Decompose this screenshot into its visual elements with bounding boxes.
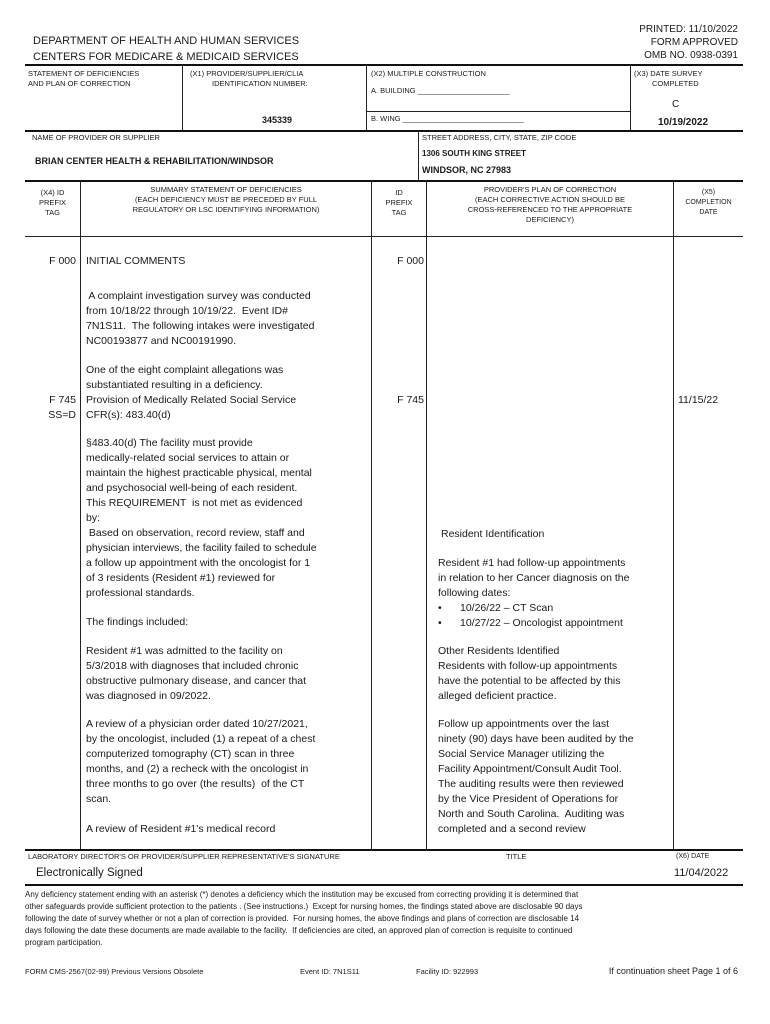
wing-field: B. WING _____________________________: [371, 114, 524, 123]
plan-audit: Follow up appointments over the last ninety (90) days have been audited by the Social Service Manager utilizing the Facility Appointment/Consult Audit Tool. The auditing results were then reviewed by the Vice President of Operations for North and South Carolina. Auditing was completed and a second review: [438, 718, 634, 835]
centers-title: CENTERS FOR MEDICARE & MEDICAID SERVICES: [33, 51, 299, 63]
tag-f745: F 745 SS=D: [48, 394, 76, 421]
address-label: STREET ADDRESS, CITY, STATE, ZIP CODE: [422, 133, 577, 142]
f745-title: Provision of Medically Related Social Service CFR(s): 483.40(d): [86, 394, 297, 421]
tag-f000: F 000: [49, 255, 76, 267]
title-label: TITLE: [506, 852, 527, 861]
building-field: A. BUILDING ______________________: [371, 86, 510, 95]
plan-header: PROVIDER'S PLAN OF CORRECTION (EACH CORRECTIVE ACTION SHOULD BE CROSS-REFERENCED TO THE APPROPRIATE DEFICIENCY): [467, 185, 633, 224]
paragraph-complaint: A complaint investigation survey was conducted from 10/18/22 through 10/19/22. Event ID# 7N1S11. The following intakes were investigated NC00193877 and NC00191990.: [86, 290, 315, 347]
address-street: 1306 SOUTH KING STREET: [422, 149, 527, 158]
disclaimer: Any deficiency statement ending with an asterisk (*) denotes a deficiency which the institution may be excused from correcting providing it is determined that other safeguards provide sufficient protection to the patients . (See instructions.) Except for nursing homes, the findings stated above are disclosable 90 days following the date of survey whether or not a plan of correction is provided. For nursing homes, the above findings and plans of correction are disclosable 14 days following the date these documents are made available to the facility. If deficiencies are cited, an approved plan of correction is requisite to continued program participation.: [25, 890, 583, 947]
provider-label: NAME OF PROVIDER OR SUPPLIER: [32, 133, 160, 142]
paragraph-admission: Resident #1 was admitted to the facility on 5/3/2018 with diagnoses that included chronic obstructive pulmonary disease, and cancer that was diagnosed in 09/2022.: [86, 645, 307, 702]
form-approved: FORM APPROVED: [650, 37, 738, 48]
tag-f000-right: F 000: [397, 255, 424, 267]
statement-label: STATEMENT OF DEFICIENCIES AND PLAN OF CORRECTION: [28, 69, 140, 88]
x3-label: (X3) DATE SURVEY COMPLETED: [634, 69, 703, 88]
multiple-construction-label: (X2) MULTIPLE CONSTRUCTION: [371, 69, 486, 78]
page-number: If continuation sheet Page 1 of 6: [608, 966, 738, 976]
agency-header: [33, 33, 299, 65]
event-id: Event ID: 7N1S11: [300, 967, 360, 976]
bullet-item: • 10/26/22 – CT Scan: [438, 602, 554, 614]
provider-name: BRIAN CENTER HEALTH & REHABILITATION/WINDSOR: [35, 156, 274, 166]
signature-label: LABORATORY DIRECTOR'S OR PROVIDER/SUPPLIER REPRESENTATIVE'S SIGNATURE: [28, 852, 340, 861]
provider-id: 345339: [262, 115, 293, 125]
facility-id: Facility ID: 922993: [416, 967, 479, 976]
department-title: DEPARTMENT OF HEALTH AND HUMAN SERVICES: [33, 35, 300, 47]
survey-code: C: [672, 99, 680, 110]
plan-bullets: [438, 601, 663, 631]
signature-date: 11/04/2022: [674, 867, 729, 879]
x1-label: (X1) PROVIDER/SUPPLIER/CLIA IDENTIFICATION NUMBER:: [190, 69, 308, 88]
plan-resident-1: Resident #1 had follow-up appointments in relation to her Cancer diagnosis on the following dates:: [438, 557, 630, 599]
tag-f745-right: F 745: [397, 394, 424, 406]
address-city: WINDSOR, NC 27983: [422, 165, 512, 175]
x4-header: (X4) ID PREFIX TAG: [38, 188, 67, 217]
initial-comments-heading: INITIAL COMMENTS: [86, 255, 186, 267]
paragraph-findings: The findings included:: [86, 616, 189, 628]
printed-date: PRINTED: 11/10/2022: [639, 24, 738, 35]
paragraph-medical-record: A review of Resident #1's medical record: [86, 823, 276, 835]
omb-number: OMB NO. 0938-0391: [644, 50, 738, 61]
summary-header: SUMMARY STATEMENT OF DEFICIENCIES (EACH DEFICIENCY MUST BE PRECEDED BY FULL REGULATORY OR LSC IDENTIFYING INFORMATION): [132, 185, 320, 214]
plan-resident-identification: Resident Identification: [441, 528, 545, 540]
print-info: [639, 23, 738, 62]
completion-date: 11/15/22: [678, 394, 719, 406]
survey-date: 10/19/2022: [658, 117, 709, 128]
form-number: FORM CMS-2567(02-99) Previous Versions Obsolete: [25, 967, 204, 976]
paragraph-physician-order: A review of a physician order dated 10/27/2021, by the oncologist, included (1) a repeat of a chest computerized tomography (CT) scan in three months, and (2) a recheck with the oncologist in three months to go over (the results) of the CT scan.: [86, 718, 316, 805]
paragraph-allegations: One of the eight complaint allegations was substantiated resulting in a deficiency.: [86, 364, 284, 391]
signature-value: Electronically Signed: [36, 867, 143, 879]
signature-date-label: (X6) DATE: [676, 853, 710, 860]
id-header: ID PREFIX TAG: [385, 188, 413, 217]
x5-header: (X5) COMPLETION DATE: [685, 189, 732, 216]
plan-other-residents: Other Residents Identified Residents with follow-up appointments have the potential to be affected by this alleged deficient practice.: [438, 645, 621, 702]
paragraph-requirement: §483.40(d) The facility must provide medically-related social services to attain or maintain the highest practicable physical, mental and psychosocial well-being of each resident. This REQUIREMENT is not met as evidenced by: Based on observation, record review, staff and physician interviews, the facility failed to schedule a follow up appointment with the oncologist for 1 of 3 residents (Resident #1) reviewed for professional standards.: [86, 437, 317, 599]
bullet-item: • 10/27/22 – Oncologist appointment: [438, 617, 623, 629]
